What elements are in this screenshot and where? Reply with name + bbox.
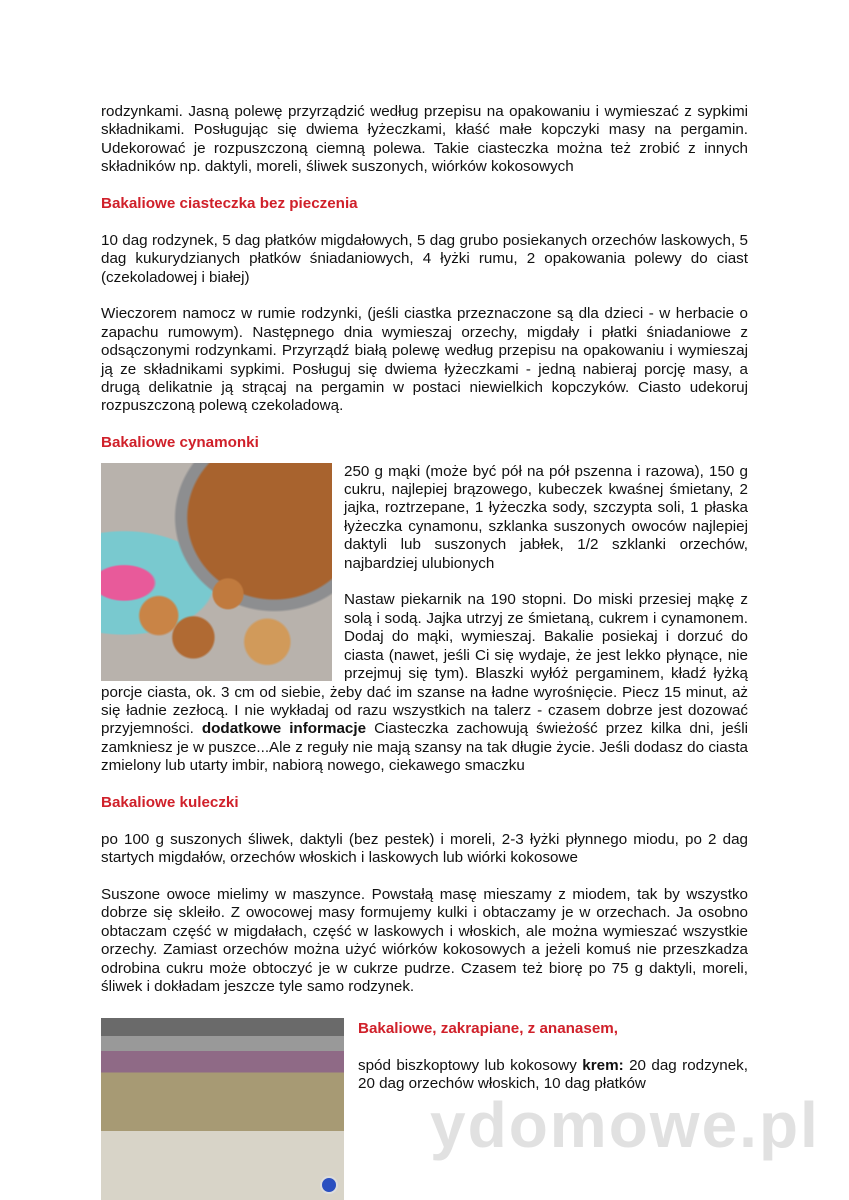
ingredients-text: spód biszkoptowy lub kokosowy [358, 1056, 577, 1074]
magnifier-zoom-icon[interactable] [320, 1176, 338, 1194]
recipe-title: Bakaliowe ciasteczka bez pieczenia [101, 195, 358, 213]
pineapple-cake-photo [101, 1018, 344, 1200]
recipe-method: Wieczorem namocz w rumie rodzynki, (jeśli ciastka przeznaczone są dla dzieci - w herbacie o zapachu rumowym). Następnego dnia wymieszaj orzechy, migdały i płatki śniadaniowe z odsączonymi rodzynkami. Przyrządź białą polewę według przepisu na opakowaniu i wymieszaj ją ze składnikami sypkimi. Posługuj się dwiema łyżeczkami - jedną nabieraj porcję masy, a drugą delikatnie ją strącaj na pergamin w postaci niewielkich kopczyków. Ciasto udekoruj rozpuszczoną polewą czekoladową. [101, 305, 748, 415]
recipe-ingredients: 10 dag rodzynek, 5 dag płatków migdałowych, 5 dag grubo posiekanych orzechów laskowych, 5 dag kukurydzianych płatków śniadaniowych, 4 łyżki rumu, 2 opakowania polewy do ciast (czekoladowej i białej) [101, 231, 748, 286]
cinnamon-cookies-photo [101, 463, 332, 681]
bold-label: krem: [582, 1056, 624, 1074]
ingredients-text-continued: 20 dag rodzynek, 20 dag orzechów włoskich, 10 dag płatków [358, 1056, 748, 1093]
method-text: Nastaw piekarnik na 190 stopni. Do miski przesiej mąkę z solą i sodą. Jajka utrzyj ze śmietaną, cukrem i cynamonem. Dodaj do mąki, wymieszaj. Bakalie posiekaj i dorzuć do ciasta (nawet, jeśli Ci się wydaje, że jest lekko płynące, nie przejmuj się tym). Blaszki wyłóż pergaminem, kładź łyżką porcje ciasta, ok. 3 cm od siebie, żeby dać im szanse na ładne wyrośnięcie. Piecz 15 minut, aż się ładnie zezłocą. I nie wykładaj od razu wszystkich na talerz - czasem dobrze jest dozować przyjemności. [101, 591, 748, 738]
document-page [101, 103, 748, 1015]
method-text-continued: Ciasteczka zachowują świeżość przez kilka dni, jeśli zamkniesz je w puszce...Ale z reguły nie mają szansy na tak długie życie. Jeśli dodasz do ciasta zmielony lub utarty imbir, nabiorą nowego, ciekawego smaczku [101, 720, 748, 775]
recipe-title: Bakaliowe kuleczki [101, 793, 239, 811]
bold-label: dodatkowe informacje [201, 720, 367, 738]
recipe-title: Bakaliowe, zakrapiane, z ananasem, [358, 1020, 618, 1037]
recipe-method: Suszone owoce mielimy w maszynce. Powstałą masę mieszamy z miodem, tak by wszystko dobrze się skleiło. Z owocowej masy formujemy kulki i obtaczamy je w orzechach. Ja osobno obtaczam część w migdałach, część w laskowych i włoskich, ale można wymieszać wszystkie orzechy. Zamiast orzechów można użyć wiórków kokosowych a jeżeli komuś nie przeszkadza odrobina cukru może obtoczyć je w cukrze pudrze. Czasem też biorę po 75 g daktyli, moreli, śliwek i dokładam jeszcze tyle samo rodzynek. [101, 885, 748, 995]
watermark: ydomowe.pl [430, 1089, 820, 1161]
recipe-title: Bakaliowe cynamonki [101, 434, 259, 452]
intro-paragraph: rodzynkami. Jasną polewę przyrządzić według przepisu na opakowaniu i wymieszać z sypkimi składnikami. Posługując się dwiema łyżeczkami, kłaść małe kopczyki masy na pergamin. Udekorować je rozpuszczoną ciemną polewa. Takie ciasteczka można też zrobić z innych składników np. daktyli, moreli, śliwek suszonych, wiórków kokosowych [101, 103, 748, 176]
recipe-ingredients: po 100 g suszonych śliwek, daktyli (bez pestek) i moreli, 2-3 łyżki płynnego miodu, po 2 dag startych migdałów, orzechów włoskich i laskowych lub wiórki kokosowe [101, 830, 748, 867]
recipe-ingredients: 250 g mąki (może być pół na pół pszenna i razowa), 150 g cukru, najlepiej brązowego, kubeczek kwaśnej śmietany, 2 jajka, roztrzepane, 1 łyżeczka sody, szczypta soli, 1 płaska łyżeczka cynamonu, szklanka suszonych owoców najlepiej daktyli lub suszonych jabłek, 1/2 szklanki orzechów, najbardziej ulubionych [344, 462, 748, 572]
